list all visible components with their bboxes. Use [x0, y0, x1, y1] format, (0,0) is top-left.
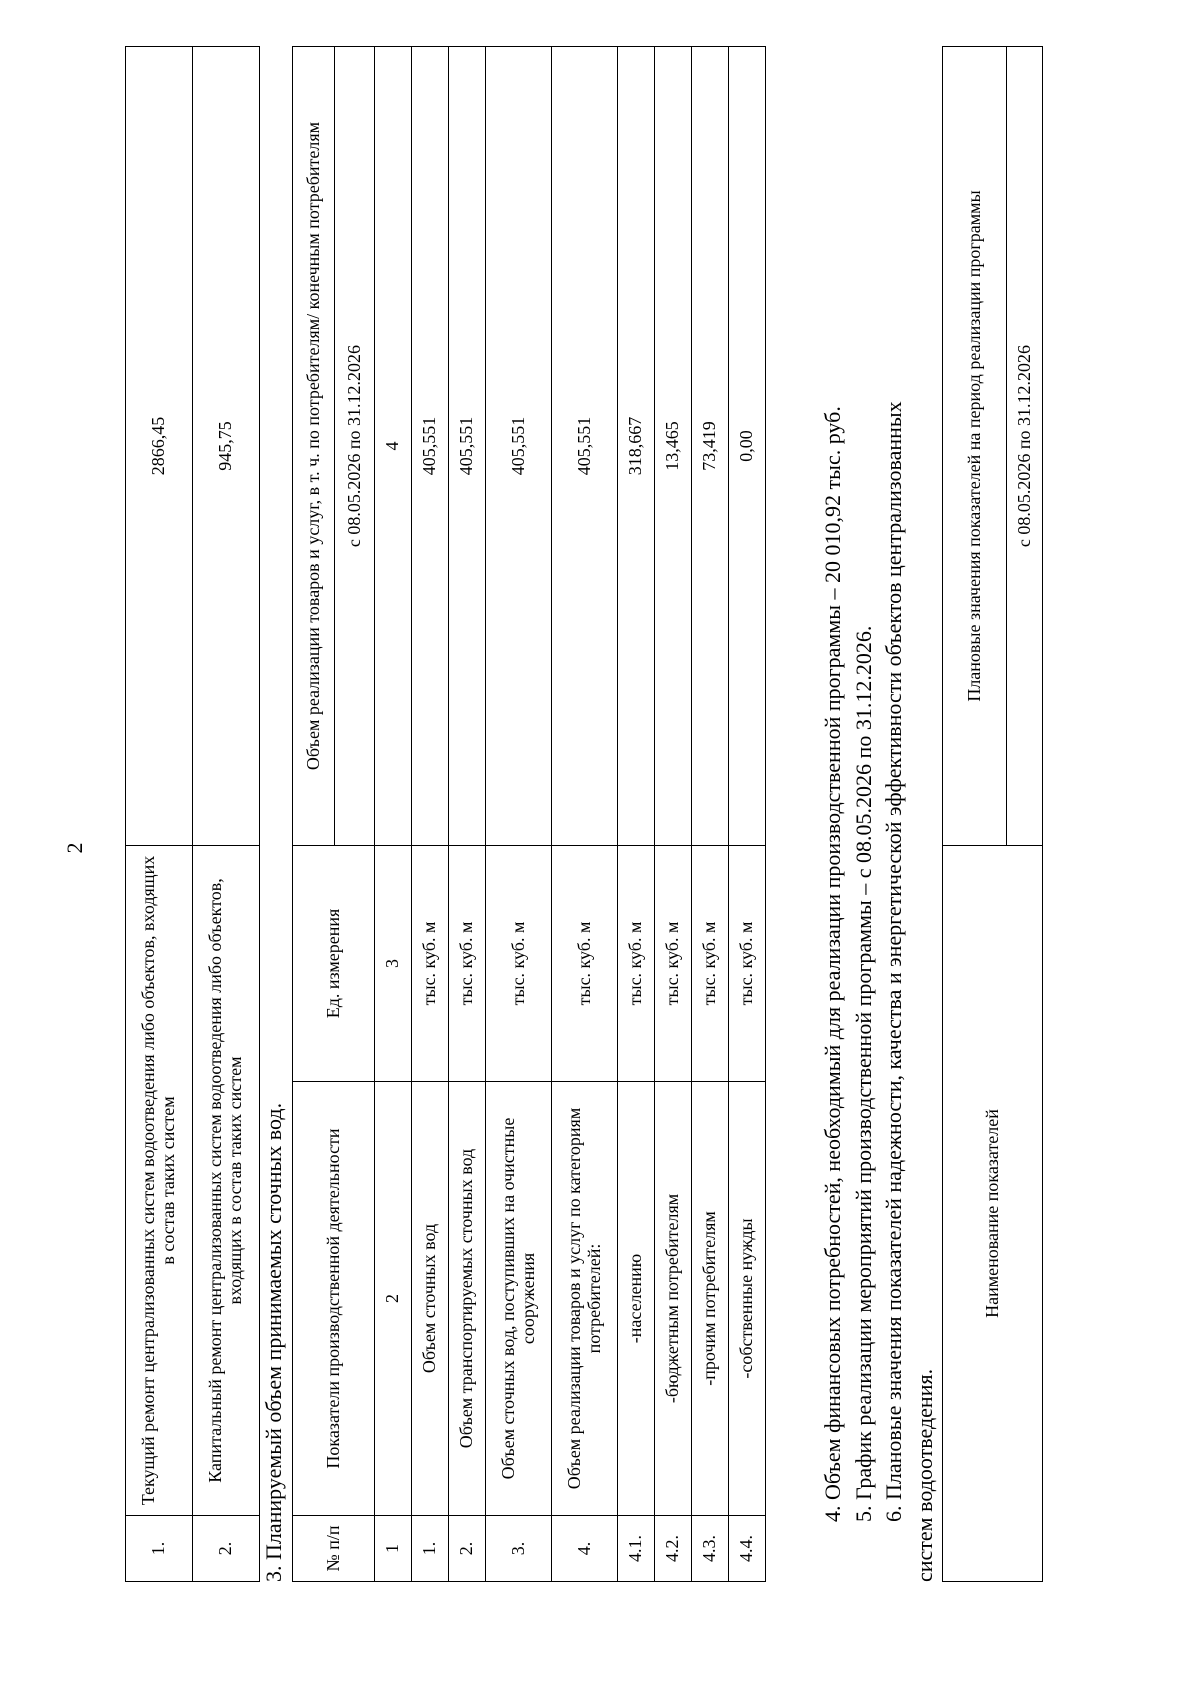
header-indicator-name: Наименование показателей: [943, 846, 1043, 1582]
row-number: 1.: [412, 1516, 449, 1582]
table-row: [126, 47, 193, 1582]
row-value: 405,551: [486, 47, 552, 846]
row-number: 2.: [449, 1516, 486, 1582]
index-cell: 3: [375, 846, 412, 1082]
row-unit: тыс. куб. м: [618, 846, 655, 1082]
row-value: 405,551: [449, 47, 486, 846]
row-value: 405,551: [552, 47, 618, 846]
paragraph-financial-needs: 4. Объем финансовых потребностей, необходимый для реализации производственной программы – 20 010,92 тыс. руб.: [820, 406, 845, 1522]
index-cell: 1: [375, 1516, 412, 1582]
row-number: 4.4.: [729, 1516, 766, 1582]
table-row: [449, 47, 486, 1582]
row-value: 405,551: [412, 47, 449, 846]
row-number: 4.3.: [692, 1516, 729, 1582]
row-unit: тыс. куб. м: [412, 846, 449, 1082]
row-value: 0,00: [729, 47, 766, 846]
row-value: 2866,45: [126, 47, 193, 846]
table-header-row: [943, 47, 1007, 1582]
header-plan-values: Плановые значения показателей на период реализации программы: [943, 47, 1007, 846]
repair-costs-table: [125, 46, 260, 1582]
row-value: 13,465: [655, 47, 692, 846]
planned-indicators-table: [942, 46, 1043, 1582]
index-cell: 4: [375, 47, 412, 846]
table-row: [729, 47, 766, 1582]
row-number: 4.2.: [655, 1516, 692, 1582]
page-number: 2: [62, 842, 87, 854]
column-index-row: [375, 47, 412, 1582]
table-row: [655, 47, 692, 1582]
row-name: Капитальный ремонт централизованных систем водоотведения либо объектов, входящих в состав таких систем: [193, 846, 260, 1516]
row-name: -собственные нужды: [729, 1082, 766, 1516]
row-name: Объем транспортируемых сточных вод: [449, 1082, 486, 1516]
row-unit: тыс. куб. м: [729, 846, 766, 1082]
row-number: 1.: [126, 1516, 193, 1582]
row-number: 2.: [193, 1516, 260, 1582]
header-period: с 08.05.2026 по 31.12.2026: [335, 47, 375, 846]
row-number: 4.1.: [618, 1516, 655, 1582]
table-row: [412, 47, 449, 1582]
row-value: 318,667: [618, 47, 655, 846]
table-row: [486, 47, 552, 1582]
row-name: -прочим потребителям: [692, 1082, 729, 1516]
section-heading: 3. Планируемый объем принимаемых сточных вод.: [261, 1102, 286, 1582]
row-unit: тыс. куб. м: [486, 846, 552, 1082]
table-row: [618, 47, 655, 1582]
table-row: [193, 47, 260, 1582]
paragraph-indicators-continued: систем водоотведения.: [912, 1368, 937, 1582]
row-value: 945,75: [193, 47, 260, 846]
paragraph-schedule: 5. График реализации мероприятий производственной программы – с 08.05.2026 по 31.12.2026.: [851, 625, 876, 1522]
row-unit: тыс. куб. м: [552, 846, 618, 1082]
row-name: Объем сточных вод: [412, 1082, 449, 1516]
row-name: -населению: [618, 1082, 655, 1516]
row-unit: тыс. куб. м: [655, 846, 692, 1082]
row-unit: тыс. куб. м: [692, 846, 729, 1082]
header-indicator: Показатели производственной деятельности: [293, 1082, 375, 1516]
wastewater-volume-table: [292, 46, 766, 1582]
index-cell: 2: [375, 1082, 412, 1516]
header-unit: Ед. измерения: [293, 846, 375, 1082]
row-name: Объем сточных вод, поступивших на очистные сооружения: [486, 1082, 552, 1516]
row-number: 4.: [552, 1516, 618, 1582]
row-unit: тыс. куб. м: [449, 846, 486, 1082]
row-value: 73,419: [692, 47, 729, 846]
row-name: -бюджетным потребителям: [655, 1082, 692, 1516]
header-volume: Объем реализации товаров и услуг, в т. ч. по потребителям/ конечным потребителям: [293, 47, 335, 846]
row-name: Текущий ремонт централизованных систем водоотведения либо объектов, входящих в состав таких систем: [126, 846, 193, 1516]
table-header-row: [293, 47, 335, 1582]
header-period: с 08.05.2026 по 31.12.2026: [1007, 47, 1043, 846]
table-row: [552, 47, 618, 1582]
table-row: [692, 47, 729, 1582]
row-number: 3.: [486, 1516, 552, 1582]
row-name: Объем реализации товаров и услуг по категориям потребителей:: [552, 1082, 618, 1516]
paragraph-indicators: 6. Плановые значения показателей надежности, качества и энергетической эффективности объектов централизованных: [881, 401, 906, 1522]
header-num: № п/п: [293, 1516, 375, 1582]
